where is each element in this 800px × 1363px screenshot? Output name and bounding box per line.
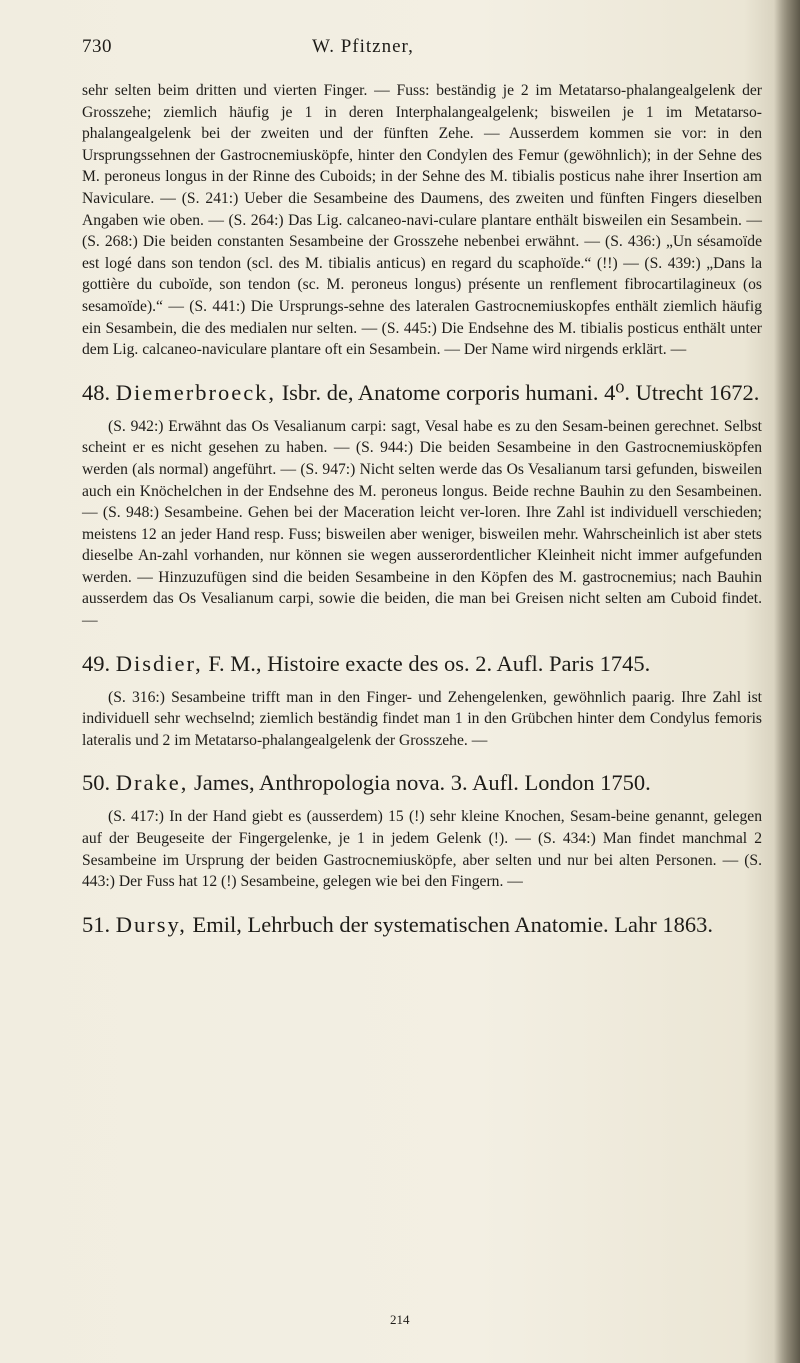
page-edge-shadow (774, 0, 800, 1363)
paragraph: (S. 316:) Sesambeine trifft man in den Finger- und Zehengelenken, gewöhnlich paarig. Ihre Zahl ist individuell sehr wechselnd; ziemlich beständig findet man 1 in den Grübchen hinter dem Condylus femoris lateralis und 2 im Metatarso-phalangealgelenk der Grosszehe. — (82, 688, 762, 749)
running-head: W. Pfitzner, (312, 36, 414, 57)
entry-title: F. M., Histoire exacte des os. 2. Aufl. Paris 1745. (208, 650, 651, 676)
paragraph: sehr selten beim dritten und vierten Finger. — Fuss: beständig je 2 im Metatarso-phalangealgelenk der Grosszehe; ziemlich häufig je 1 in deren Interphalangealgelenk; bisweilen je 1 im Metatarso-phalangealgelenk bei der zweiten und der fünften Zehe. — Ausserdem kommen sie vor: in den Ursprungssehnen der Gastrocnemiusköpfe, hinter den Condylen des Femur (gewöhnlich); in der Sehne des M. peroneus longus in der Rinne des Cuboids; in der Sehne des M. tibialis posticus nahe ihrer Insertion am Naviculare. — (S. 241:) Ueber die Sesambeine des Daumens, des zweiten und fünften Fingers dieselben Angaben wie oben. — (S. 264:) Das Lig. calcaneo-navi-culare plantare enthält bisweilen ein Sesambein. — (S. 268:) Die beiden constanten Sesambeine der Grosszehe nebenbei erwähnt. — (S. 436:) „Un sésamoïde est logé dans son tendon (scl. des M. tibialis anticus) en regard du scaphoïde.“ (!!) — (S. 439:) „Dans la gottière du cuboïde, son tendon (sc. M. peroneus longus) présente un renflement fibrocartilagineux (os sesamoïde).“ — (S. 441:) Die Ursprungs-sehne des lateralen Gastrocnemiuskopfes enthält ziemlich häufig ein Sesambein, die des medialen nur selten. — (S. 445:) Die Endsehne des M. tibialis posticus enthält unter dem Lig. calcaneo-naviculare plantare oft ein Sesambein. — Der Name wird nirgends erklärt. — (82, 82, 762, 359)
page-number: 730 (82, 36, 112, 57)
entry-author: Drake, (115, 770, 189, 796)
entry-author: Diemerbroeck, (115, 379, 277, 405)
entry-title: James, Anthropologia nova. 3. Aufl. London 1750. (193, 770, 651, 796)
page-header (82, 36, 752, 66)
entry-number: 48. (82, 379, 111, 405)
entry-author: Dursy, (115, 911, 187, 937)
entry-number: 50. (82, 770, 111, 796)
entry-heading (82, 911, 762, 938)
entry-author: Disdier, (115, 650, 203, 676)
paragraph: (S. 942:) Erwähnt das Os Vesalianum carpi: sagt, Vesal habe es zu den Sesam-beinen gerechnet. Selbst scheint er es nicht gesehen zu haben. — (S. 944:) Die beiden Sesambeine in den Gastrocnemiusköpfen werden (als normal) angeführt. — (S. 947:) Nicht selten werde das Os Vesalianum tarsi gefunden, bisweilen auch ein Knöchelchen in der Endsehne des M. peroneus longus. Beide rechne Bauhin zu den Sesambeinen. — (S. 948:) Sesambeine. Gehen bei der Maceration leicht ver-loren. Ihre Zahl ist individuell verschieden; meistens 12 an jeder Hand resp. Fuss; bisweilen aber weniger, bisweilen mehr. Wahrscheinlich ist aber stets dieselbe An-zahl vorhanden, nur können sie wegen ausserordentlicher Kleinheit nicht immer aufgefunden werden. — Hinzuzufügen sind die beiden Sesambeine in den Köpfen des M. gastrocnemius; nach Bauhin ausserdem das Os Vesalianum carpi, sowie die beiden, die man bei Greisen nicht selten am Cuboid findet. — (82, 417, 762, 630)
entry-heading (82, 379, 762, 406)
entry-heading (82, 650, 762, 677)
entry-number: 51. (82, 911, 111, 937)
entry-title: Isbr. de, Anatome corporis humani. 4⁰. Utrecht 1672. (281, 379, 760, 405)
entry-heading (82, 769, 762, 796)
entry-number: 49. (82, 650, 111, 676)
paragraph: (S. 417:) In der Hand giebt es (ausserdem) 15 (!) sehr kleine Knochen, Sesam-beine genannt, gelegen auf der Beugeseite der Fingergelenke, je 1 in jedem Gelenk (!). — (S. 434:) Man findet manchmal 2 Sesambeine im Ursprung der beiden Gastrocnemiusköpfe, aber selten und nur bei alten Personen. — (S. 443:) Der Fuss hat 12 (!) Sesambeine, gelegen wie bei den Fingern. — (82, 808, 762, 891)
page-body (82, 80, 762, 938)
signature-mark: 214 (390, 1312, 410, 1327)
entry-title: Emil, Lehrbuch der systematischen Anatomie. Lahr 1863. (192, 911, 714, 937)
